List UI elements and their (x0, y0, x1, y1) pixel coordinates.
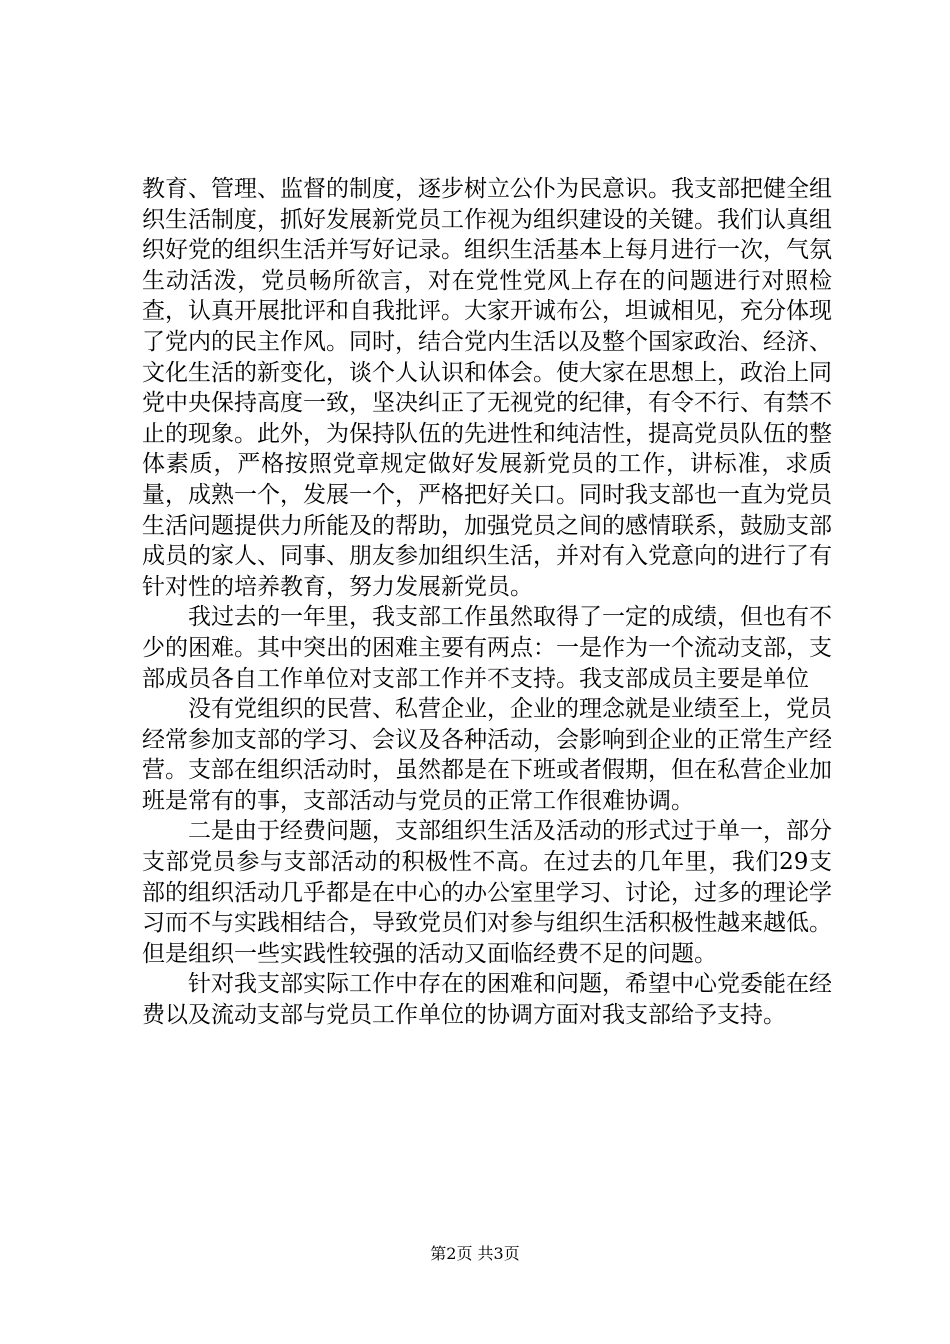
document-body (142, 174, 832, 1031)
paragraph-3: 没有党组织的民营、私营企业，企业的理念就是业绩至上，党员经常参加支部的学习、会议及各种活动，会影响到企业的正常生产经营。支部在组织活动时，虽然都是在下班或者假期，但在私营企业加班是常有的事，支部活动与党员的正常工作很难协调。 (142, 696, 832, 814)
paragraph-4: 二是由于经费问题，支部组织生活及活动的形式过于单一，部分支部党员参与支部活动的积极性不高。在过去的几年里，我们29支部的组织活动几乎都是在中心的办公室里学习、讨论，过多的理论学习而不与实践相结合，导致党员们对参与组织生活积极性越来越低。但是组织一些实践性较强的活动又面临经费不足的问题。 (142, 818, 832, 967)
paragraph-1: 教育、管理、监督的制度，逐步树立公仆为民意识。我支部把健全组织生活制度，抓好发展新党员工作视为组织建设的关键。我们认真组织好党的组织生活并写好记录。组织生活基本上每月进行一次，气氛生动活泼，党员畅所欲言，对在党性党风上存在的问题进行对照检查，认真开展批评和自我批评。大家开诚布公，坦诚相见，充分体现了党内的民主作风。同时，结合党内生活以及整个国家政治、经济、文化生活的新变化，谈个人认识和体会。使大家在思想上，政治上同党中央保持高度一致，坚决纠正了无视党的纪律，有令不行、有禁不止的现象。此外，为保持队伍的先进性和纯洁性，提高党员队伍的整体素质，严格按照党章规定做好发展新党员的工作，讲标准，求质量，成熟一个，发展一个，严格把好关口。同时我支部也一直为党员生活问题提供力所能及的帮助，加强党员之间的感情联系，鼓励支部成员的家人、同事、朋友参加组织生活，并对有入党意向的进行了有针对性的培养教育，努力发展新党员。 (142, 176, 832, 600)
paragraph-5: 针对我支部实际工作中存在的困难和问题，希望中心党委能在经费以及流动支部与党员工作单位的协调方面对我支部给予支持。 (142, 971, 832, 1029)
paragraph-2: 我过去的一年里，我支部工作虽然取得了一定的成绩，但也有不少的困难。其中突出的困难主要有两点：一是作为一个流动支部，支部成员各自工作单位对支部工作并不支持。我支部成员主要是单位 (142, 604, 832, 692)
page-number-footer: 第2页 共3页 (430, 1244, 520, 1263)
